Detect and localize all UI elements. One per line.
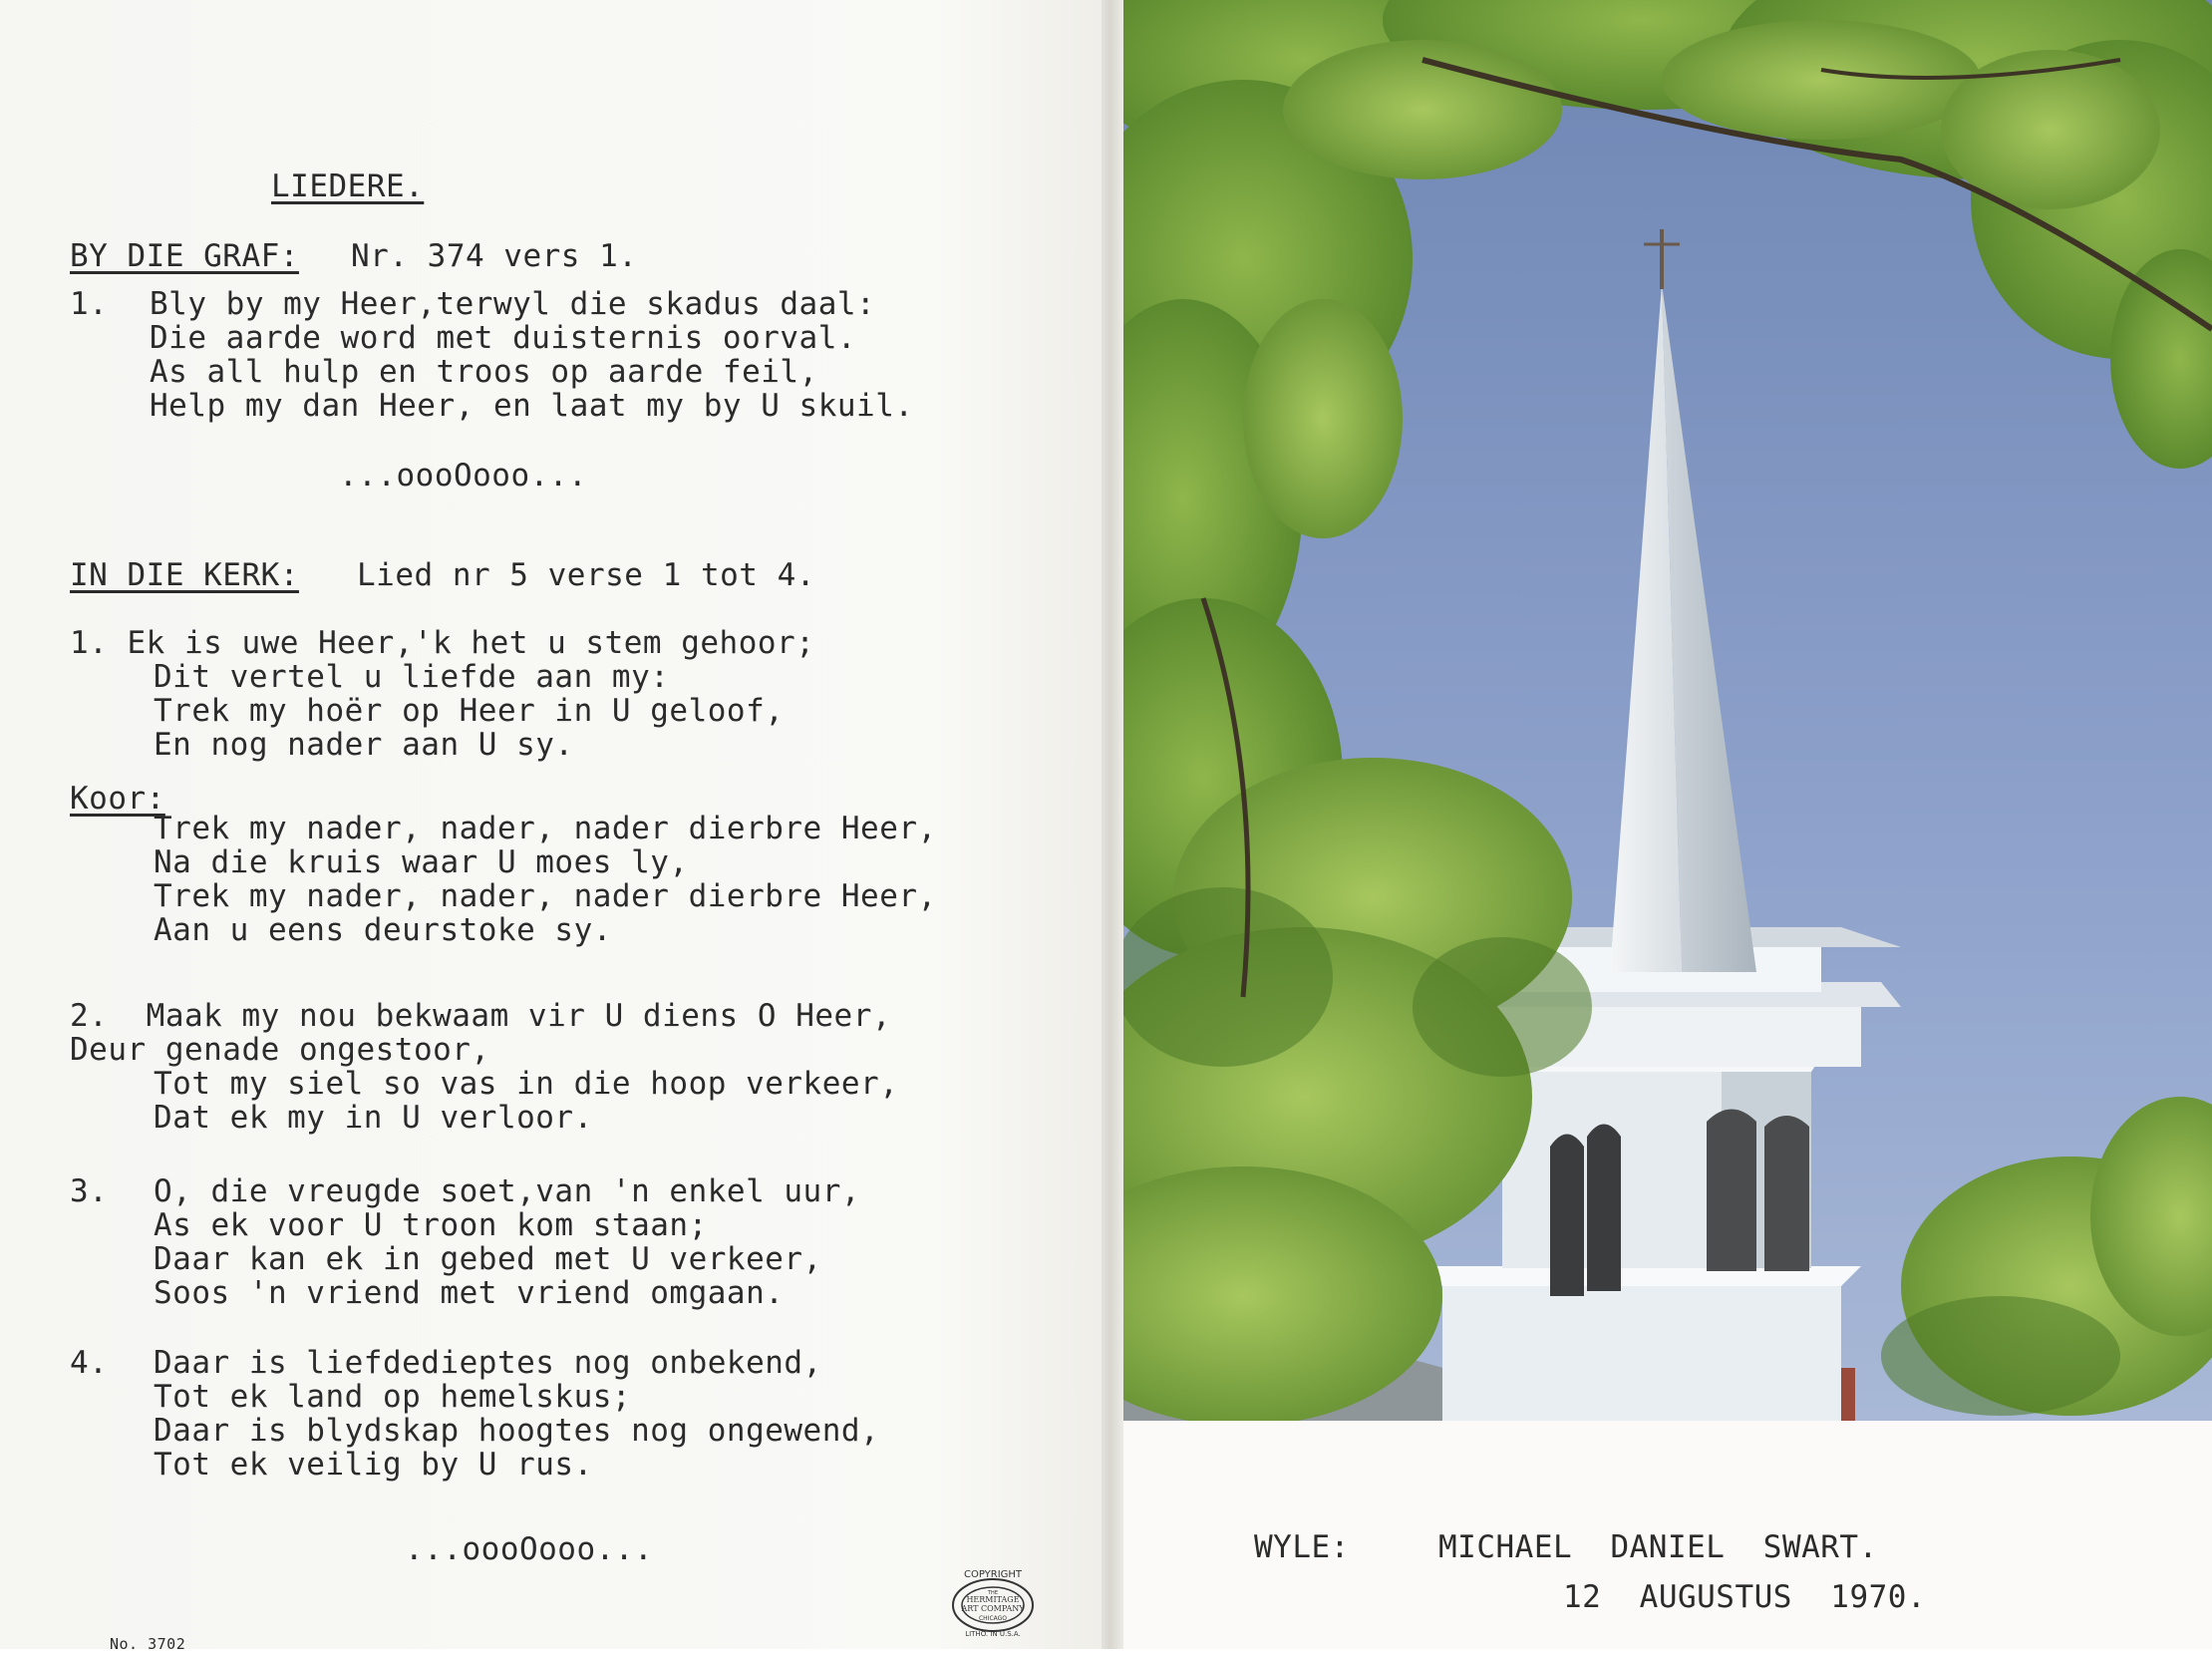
verse2-second-line: Deur genade ongestoor,: [70, 1032, 490, 1068]
page-fold: [1102, 0, 1123, 1649]
verse2-line: Dat ek my in U verloor.: [154, 1100, 593, 1136]
graf-verse-number: 1.: [70, 286, 109, 322]
chorus-line: Aan u eens deurstoke sy.: [154, 912, 612, 948]
verse1-first-line: 1. Ek is uwe Heer,'k het u stem gehoor;: [70, 625, 815, 661]
church-steeple-photo: [1123, 0, 2212, 1421]
verse4-line: Daar is liefdedieptes nog onbekend,: [154, 1345, 822, 1381]
verse3-line: As ek voor U troon kom staan;: [154, 1207, 708, 1243]
verse3-line: Soos 'n vriend met vriend omgaan.: [154, 1275, 785, 1311]
seal-line2: ART COMPANY: [961, 1604, 1025, 1613]
deceased-name: MICHAEL DANIEL SWART.: [1438, 1529, 1878, 1565]
hymns-title: LIEDERE.: [271, 168, 425, 204]
graf-verse-line: Die aarde word met duisternis oorval.: [150, 320, 857, 356]
chorus-line: Trek my nader, nader, nader dierbre Heer,: [154, 811, 937, 846]
graf-reference: Nr. 374 vers 1.: [351, 238, 638, 274]
kerk-heading: IN DIE KERK:: [70, 557, 299, 593]
seal-the-text: THE: [988, 1590, 998, 1596]
seal-line1: HERMITAGE: [966, 1595, 1020, 1604]
seal-line3: CHICAGO: [978, 1615, 1008, 1622]
verse2-first-line: 2. Maak my nou bekwaam vir U diens O Heer,: [70, 998, 892, 1034]
wyle-label: WYLE:: [1254, 1529, 1350, 1565]
verse4-line: Tot ek veilig by U rus.: [154, 1447, 593, 1483]
verse3-number: 3.: [70, 1173, 109, 1209]
memorial-date: 12 AUGUSTUS 1970.: [1563, 1579, 1927, 1615]
graf-heading: BY DIE GRAF:: [70, 238, 299, 274]
graf-verse-line: Help my dan Heer, en laat my by U skuil.: [150, 388, 914, 424]
chorus-line: Trek my nader, nader, nader dierbre Heer,: [154, 878, 937, 914]
verse3-line: Daar kan ek in gebed met U verkeer,: [154, 1241, 822, 1277]
verse4-line: Tot ek land op hemelskus;: [154, 1379, 632, 1415]
verse2-line: Tot my siel so vas in die hoop verkeer,: [154, 1066, 899, 1102]
graf-verse-line: As all hulp en troos op aarde feil,: [150, 354, 818, 390]
verse4-number: 4.: [70, 1345, 109, 1381]
chorus-label: Koor:: [70, 781, 165, 817]
verse3-line: O, die vreugde soet,van 'n enkel uur,: [154, 1173, 861, 1209]
separator: ...oooOooo...: [339, 458, 588, 494]
verse4-line: Daar is blydskap hoogtes nog ongewend,: [154, 1413, 880, 1449]
seal-top-text: COPYRIGHT: [963, 1569, 1023, 1580]
verse1-line: En nog nader aan U sy.: [154, 727, 574, 763]
separator: ...oooOooo...: [405, 1531, 654, 1567]
graf-verse-line: Bly by my Heer,terwyl die skadus daal:: [150, 286, 876, 322]
catalog-number: No. 3702: [110, 1635, 186, 1653]
seal-bottom-text: LITHO. IN U.S.A.: [965, 1630, 1021, 1637]
verse1-line: Trek my hoër op Heer in U geloof,: [154, 693, 785, 729]
kerk-reference: Lied nr 5 verse 1 tot 4.: [357, 557, 815, 593]
copyright-seal-icon: [943, 1567, 1043, 1637]
chorus-line: Na die kruis waar U moes ly,: [154, 844, 689, 880]
verse1-line: Dit vertel u liefde aan my:: [154, 659, 670, 695]
